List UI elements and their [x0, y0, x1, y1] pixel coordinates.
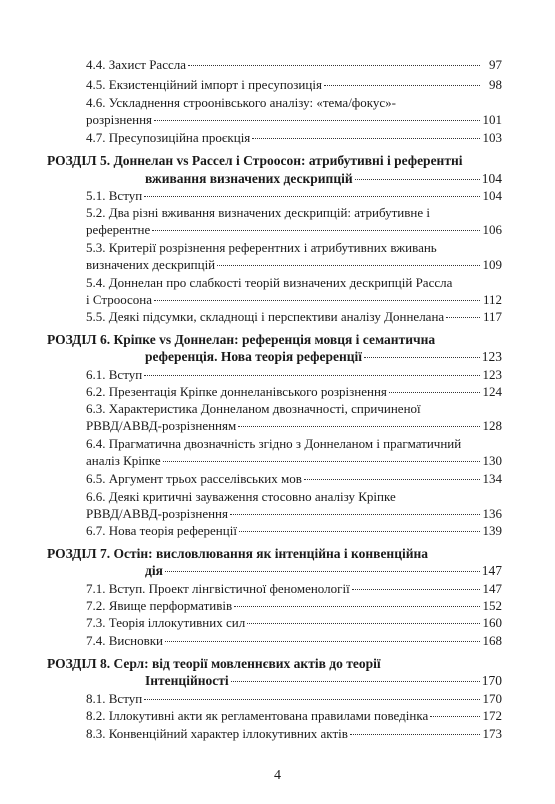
toc-entry-4-5[interactable]	[86, 76, 502, 93]
entry-page: 160	[482, 615, 502, 630]
entry-title: 5.5. Деякі підсумки, складнощі і перспективи аналізу Доннелана	[86, 309, 445, 324]
dot-leader	[430, 716, 480, 717]
entry-page: 134	[482, 471, 502, 486]
dot-leader	[230, 514, 480, 515]
entry-page: 147	[482, 581, 502, 596]
entry-page: 103	[482, 130, 502, 145]
entry-title: 7.2. Явище перформативів	[86, 598, 233, 613]
entry-page: 112	[482, 292, 502, 307]
entry-page: 97	[489, 57, 502, 72]
entry-title: 8.3. Конвенційний характер іллокутивних актів	[86, 726, 348, 741]
toc-entry-4-6[interactable]	[86, 111, 502, 128]
dot-leader	[154, 120, 480, 121]
entry-page: 124	[482, 384, 502, 399]
toc-entry-6-4[interactable]	[86, 452, 502, 469]
toc-entry-5-4-line1[interactable]: 5.4. Доннелан про слабкості теорій визначених дескрипцій Рассла	[86, 275, 453, 290]
entry-page: 123	[482, 367, 502, 382]
entry-title: 7.3. Теорія іллокутивних сил	[86, 615, 246, 630]
toc-entry-8-3[interactable]	[86, 725, 502, 742]
entry-title: 6.1. Вступ	[86, 367, 143, 382]
toc-entry-7-2[interactable]	[86, 597, 502, 614]
chapter-7-heading[interactable]: РОЗДІЛ 7. Остін: висловлювання як інтенційна і конвенційна	[47, 546, 429, 561]
dot-leader	[144, 196, 480, 197]
entry-title: 8.2. Іллокутивні акти як регламентована правилами поведінка	[86, 708, 429, 723]
toc-chapter-6[interactable]	[44, 348, 502, 365]
toc-entry-6-3-line1[interactable]: 6.3. Характеристика Доннеланом двозначності, спричиненої	[86, 401, 421, 416]
dot-leader	[238, 426, 480, 427]
entry-page: 152	[482, 598, 502, 613]
dot-leader	[252, 138, 480, 139]
toc-entry-5-2[interactable]	[86, 221, 502, 238]
dot-leader	[389, 392, 480, 393]
entry-title: 5.1. Вступ	[86, 188, 143, 203]
dot-leader	[234, 606, 480, 607]
toc-entry-4-4[interactable]	[86, 56, 502, 73]
dot-leader	[364, 357, 480, 358]
toc-entry-6-2[interactable]	[86, 383, 502, 400]
dot-leader	[188, 65, 480, 66]
entry-title: 8.1. Вступ	[86, 691, 143, 706]
entry-page: 106	[482, 222, 502, 237]
entry-title: РВВД/АВВД-розрізненням	[86, 418, 237, 433]
dot-leader	[163, 461, 480, 462]
dot-leader	[355, 179, 480, 180]
toc-entry-8-1[interactable]	[86, 690, 502, 707]
dot-leader	[231, 681, 480, 682]
entry-title: Інтенційності	[145, 673, 229, 688]
dot-leader	[446, 317, 480, 318]
toc-entry-5-3-line1[interactable]: 5.3. Критерії розрізнення референтних і атрибутивних вживань	[86, 240, 437, 255]
entry-title: і Строосона	[86, 292, 153, 307]
dot-leader	[144, 699, 480, 700]
dot-leader	[247, 623, 480, 624]
toc-entry-6-5[interactable]	[86, 470, 502, 487]
entry-page: 101	[482, 112, 502, 127]
dot-leader	[304, 479, 480, 480]
toc-chapter-7[interactable]	[44, 562, 502, 579]
toc-chapter-8[interactable]	[44, 672, 502, 689]
entry-page: 136	[482, 506, 502, 521]
toc-entry-6-7[interactable]	[86, 522, 502, 539]
dot-leader	[165, 571, 480, 572]
dot-leader	[352, 589, 480, 590]
entry-page: 139	[482, 523, 502, 538]
entry-title: 4.7. Пресупозиційна проєкція	[86, 130, 251, 145]
entry-page: 172	[482, 708, 502, 723]
entry-page: 170	[482, 691, 502, 706]
entry-page: 104	[481, 171, 502, 186]
entry-title: РВВД/АВВД-розрізнення	[86, 506, 228, 521]
toc-entry-4-6-line1[interactable]: 4.6. Ускладнення строонівського аналізу: «тема/фокус»-	[86, 95, 396, 110]
toc-entry-5-3[interactable]	[86, 256, 502, 273]
dot-leader	[152, 230, 480, 231]
entry-title: 7.1. Вступ. Проект лінгвістичної феноменології	[86, 581, 350, 596]
dot-leader	[144, 375, 480, 376]
entry-page: 123	[481, 349, 502, 364]
toc-entry-6-6-line1[interactable]: 6.6. Деякі критичні зауваження стосовно аналізу Кріпке	[86, 489, 396, 504]
dot-leader	[239, 531, 480, 532]
toc-entry-6-4-line1[interactable]: 6.4. Прагматична двозначність згідно з Доннеланом і прагматичний	[86, 436, 462, 451]
entry-page: 130	[482, 453, 502, 468]
toc-entry-6-6[interactable]	[86, 505, 502, 522]
entry-page: 168	[482, 633, 502, 648]
entry-title: дія	[145, 563, 163, 578]
toc-entry-7-1[interactable]	[86, 580, 502, 597]
dot-leader	[165, 641, 480, 642]
chapter-8-heading[interactable]: РОЗДІЛ 8. Серл: від теорії мовленнєвих актів до теорії	[47, 656, 381, 671]
chapter-6-heading[interactable]: РОЗДІЛ 6. Кріпке vs Доннелан: референція мовця і семантична	[47, 332, 436, 347]
entry-title: визначених дескрипцій	[86, 257, 216, 272]
toc-entry-4-7[interactable]	[86, 129, 502, 146]
entry-title: 6.5. Аргумент трьох расселівських мов	[86, 471, 302, 486]
entry-page: 173	[482, 726, 502, 741]
dot-leader	[324, 85, 480, 86]
toc-entry-7-4[interactable]	[86, 632, 502, 649]
toc-entry-5-2-line1[interactable]: 5.2. Два різні вживання визначених дескрипцій: атрибутивне і	[86, 205, 430, 220]
entry-page: 109	[482, 257, 502, 272]
entry-title: референція. Нова теорія референції	[145, 349, 363, 364]
toc-entry-6-1[interactable]	[86, 366, 502, 383]
toc-entry-5-1[interactable]	[86, 187, 502, 204]
toc-chapter-5[interactable]	[44, 170, 502, 187]
entry-page: 128	[482, 418, 502, 433]
entry-title: 4.5. Екзистенційний імпорт і пресупозиція	[86, 77, 322, 92]
entry-page: 98	[489, 77, 502, 92]
dot-leader	[217, 265, 480, 266]
entry-title: 6.2. Презентація Кріпке доннеланівського розрізнення	[86, 384, 387, 399]
entry-title: 7.4. Висновки	[86, 633, 164, 648]
dot-leader	[350, 734, 480, 735]
entry-title: розрізнення	[86, 112, 153, 127]
entry-title: 4.4. Захист Рассла	[86, 57, 186, 72]
toc-entry-7-3[interactable]	[86, 614, 502, 631]
entry-page: 147	[481, 563, 502, 578]
toc-entry-5-4[interactable]	[86, 291, 502, 308]
entry-title: 6.7. Нова теорія референції	[86, 523, 237, 538]
entry-title: вживання визначених дескрипцій	[145, 171, 353, 186]
toc-entry-5-5[interactable]	[86, 308, 502, 325]
entry-page: 104	[482, 188, 502, 203]
entry-page: 170	[481, 673, 502, 688]
toc-entry-6-3[interactable]	[86, 417, 502, 434]
dot-leader	[154, 300, 480, 301]
entry-title: референтне	[86, 222, 151, 237]
entry-title: аналіз Кріпке	[86, 453, 161, 468]
page-number: 4	[274, 768, 281, 783]
chapter-5-heading[interactable]: РОЗДІЛ 5. Доннелан vs Рассел і Строосон: атрибутивні і референтні	[47, 153, 463, 168]
entry-page: 117	[482, 309, 502, 324]
toc-entry-8-2[interactable]	[86, 707, 502, 724]
